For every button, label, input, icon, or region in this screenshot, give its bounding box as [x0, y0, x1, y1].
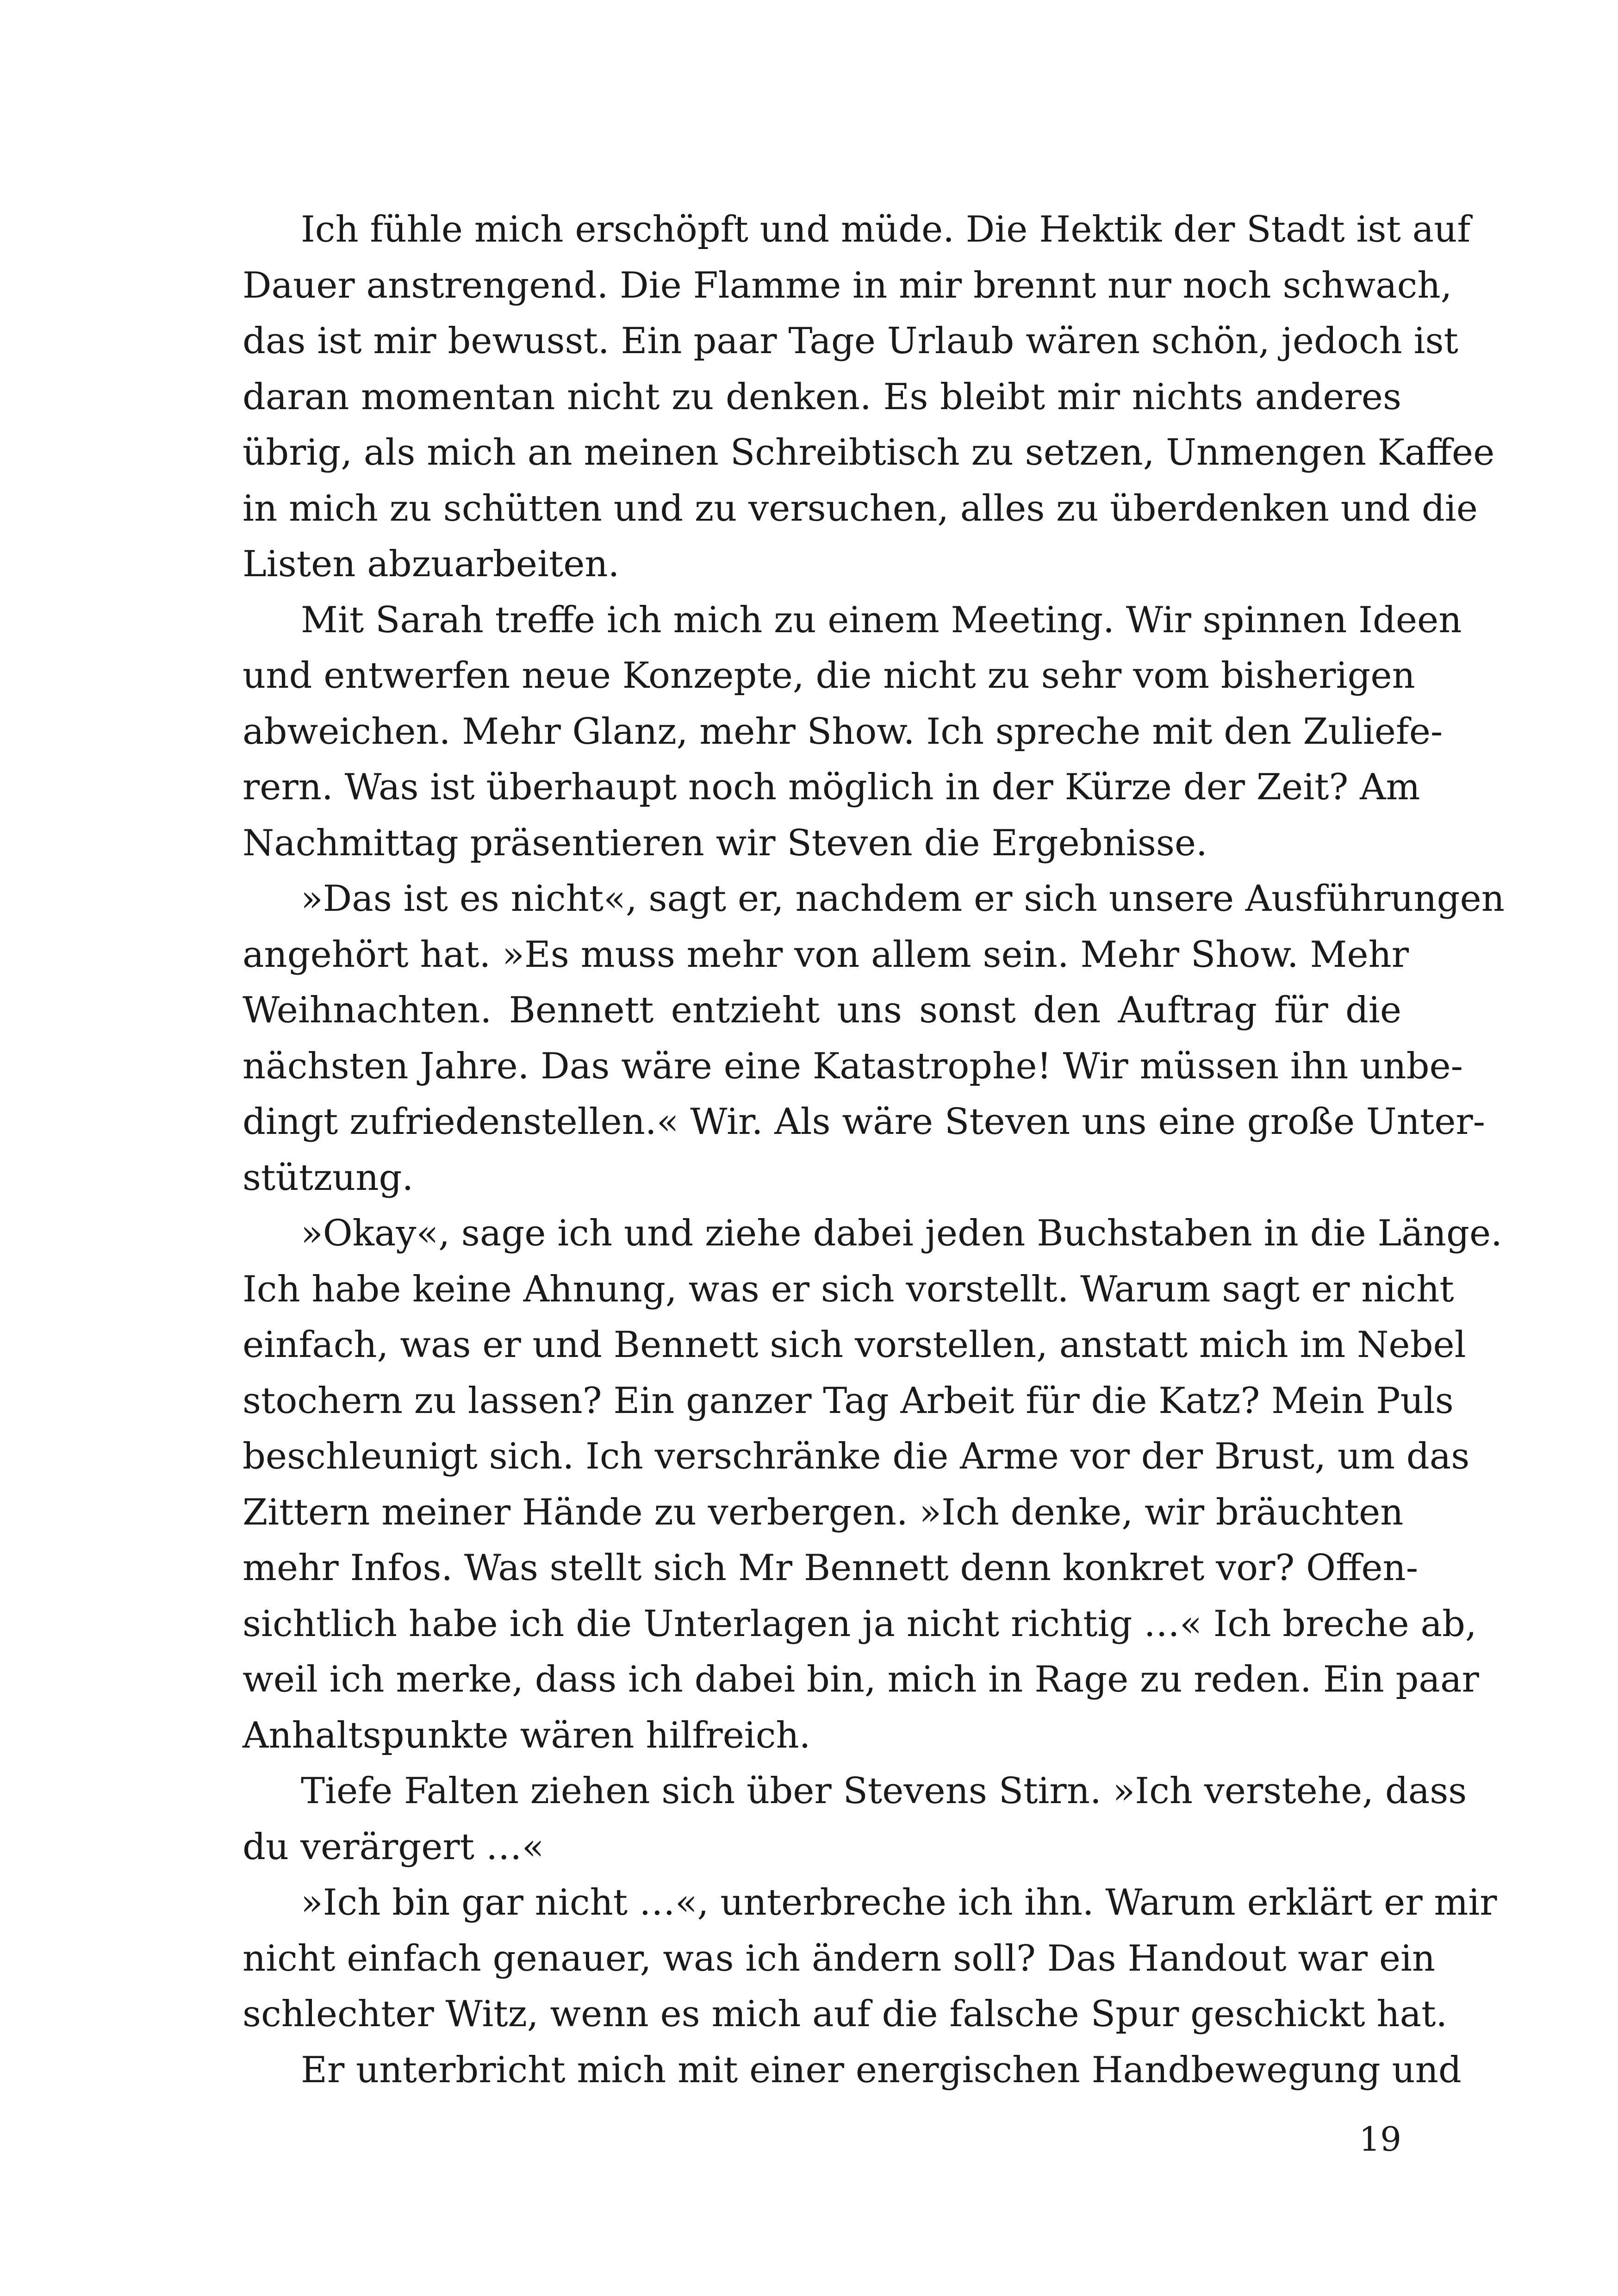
paragraph: [243, 1206, 1502, 1763]
text-line: dingt zufriedenstellen.« Wir. Als wäre Steven uns eine große Unter-: [243, 1101, 1486, 1143]
text-line: »Das ist es nicht«, sagt er, nachdem er sich unsere Ausführungen: [301, 878, 1505, 920]
text-line: Mit Sarah treffe ich mich zu einem Meeting. Wir spinnen Ideen: [301, 599, 1462, 641]
text-line: Ich fühle mich erschöpft und müde. Die Hektik der Stadt ist auf: [301, 209, 1471, 250]
text-line: Zittern meiner Hände zu verbergen. »Ich denke, wir bräuchten: [243, 1491, 1404, 1533]
text-line: stochern zu lassen? Ein ganzer Tag Arbeit für die Katz? Mein Puls: [243, 1380, 1454, 1422]
text-line: rern. Was ist überhaupt noch möglich in der Kürze der Zeit? Am: [243, 766, 1420, 808]
text-line: du verärgert …«: [243, 1826, 544, 1868]
text-line: »Ich bin gar nicht …«, unterbreche ich ihn. Warum erklärt er mir: [301, 1882, 1497, 1923]
text-line: übrig, als mich an meinen Schreibtisch zu setzen, Unmengen Kaffee: [243, 432, 1495, 473]
text-line: in mich zu schütten und zu versuchen, alles zu überdenken und die: [243, 487, 1478, 529]
text-line: Tiefe Falten ziehen sich über Stevens Stirn. »Ich verstehe, dass: [301, 1770, 1467, 1812]
paragraph: [243, 1763, 1467, 1875]
paragraph: [243, 1875, 1497, 2042]
text-line: stützung.: [243, 1157, 414, 1199]
text-line: Er unterbricht mich mit einer energischen Handbewegung und: [301, 2049, 1462, 2091]
text-line: sichtlich habe ich die Unterlagen ja nicht richtig …« Ich breche ab,: [243, 1603, 1477, 1645]
text-line: mehr Infos. Was stellt sich Mr Bennett denn konkret vor? Offen-: [243, 1547, 1419, 1589]
page-number: 19: [1359, 2120, 1401, 2159]
text-line: nicht einfach genauer, was ich ändern soll? Das Handout war ein: [243, 1937, 1436, 1979]
text-line: nächsten Jahre. Das wäre eine Katastrophe! Wir müssen ihn unbe-: [243, 1045, 1463, 1087]
paragraph: [243, 871, 1505, 1206]
text-line: Dauer anstrengend. Die Flamme in mir brennt nur noch schwach,: [243, 264, 1452, 306]
paragraph: [243, 2042, 1462, 2098]
text-line: beschleunigt sich. Ich verschränke die Arme vor der Brust, um das: [243, 1436, 1470, 1477]
paragraph: [243, 592, 1462, 871]
paragraph: [243, 202, 1495, 592]
text-line: Ich habe keine Ahnung, was er sich vorstellt. Warum sagt er nicht: [243, 1268, 1454, 1310]
text-line: einfach, was er und Bennett sich vorstellen, anstatt mich im Nebel: [243, 1324, 1466, 1366]
text-line: das ist mir bewusst. Ein paar Tage Urlaub wären schön, jedoch ist: [243, 320, 1458, 362]
text-line: und entwerfen neue Konzepte, die nicht zu sehr vom bisherigen: [243, 655, 1415, 697]
text-line: »Okay«, sage ich und ziehe dabei jeden Buchstaben in die Länge.: [301, 1213, 1502, 1254]
text-line: Weihnachten. Bennett entzieht uns sonst den Auftrag für die: [243, 989, 1401, 1031]
body-text: [243, 202, 1505, 2098]
text-line: Nachmittag präsentieren wir Steven die Ergebnisse.: [243, 822, 1207, 864]
text-line: weil ich merke, dass ich dabei bin, mich in Rage zu reden. Ein paar: [243, 1659, 1479, 1700]
text-line: Listen abzuarbeiten.: [243, 543, 620, 585]
text-line: schlechter Witz, wenn es mich auf die falsche Spur geschickt hat.: [243, 1993, 1448, 2035]
text-line: daran momentan nicht zu denken. Es bleibt mir nichts anderes: [243, 376, 1401, 418]
text-line: Anhaltspunkte wären hilfreich.: [243, 1714, 811, 1756]
text-line: angehört hat. »Es muss mehr von allem sein. Mehr Show. Mehr: [243, 933, 1409, 976]
text-line: abweichen. Mehr Glanz, mehr Show. Ich spreche mit den Zuliefe-: [243, 710, 1443, 753]
